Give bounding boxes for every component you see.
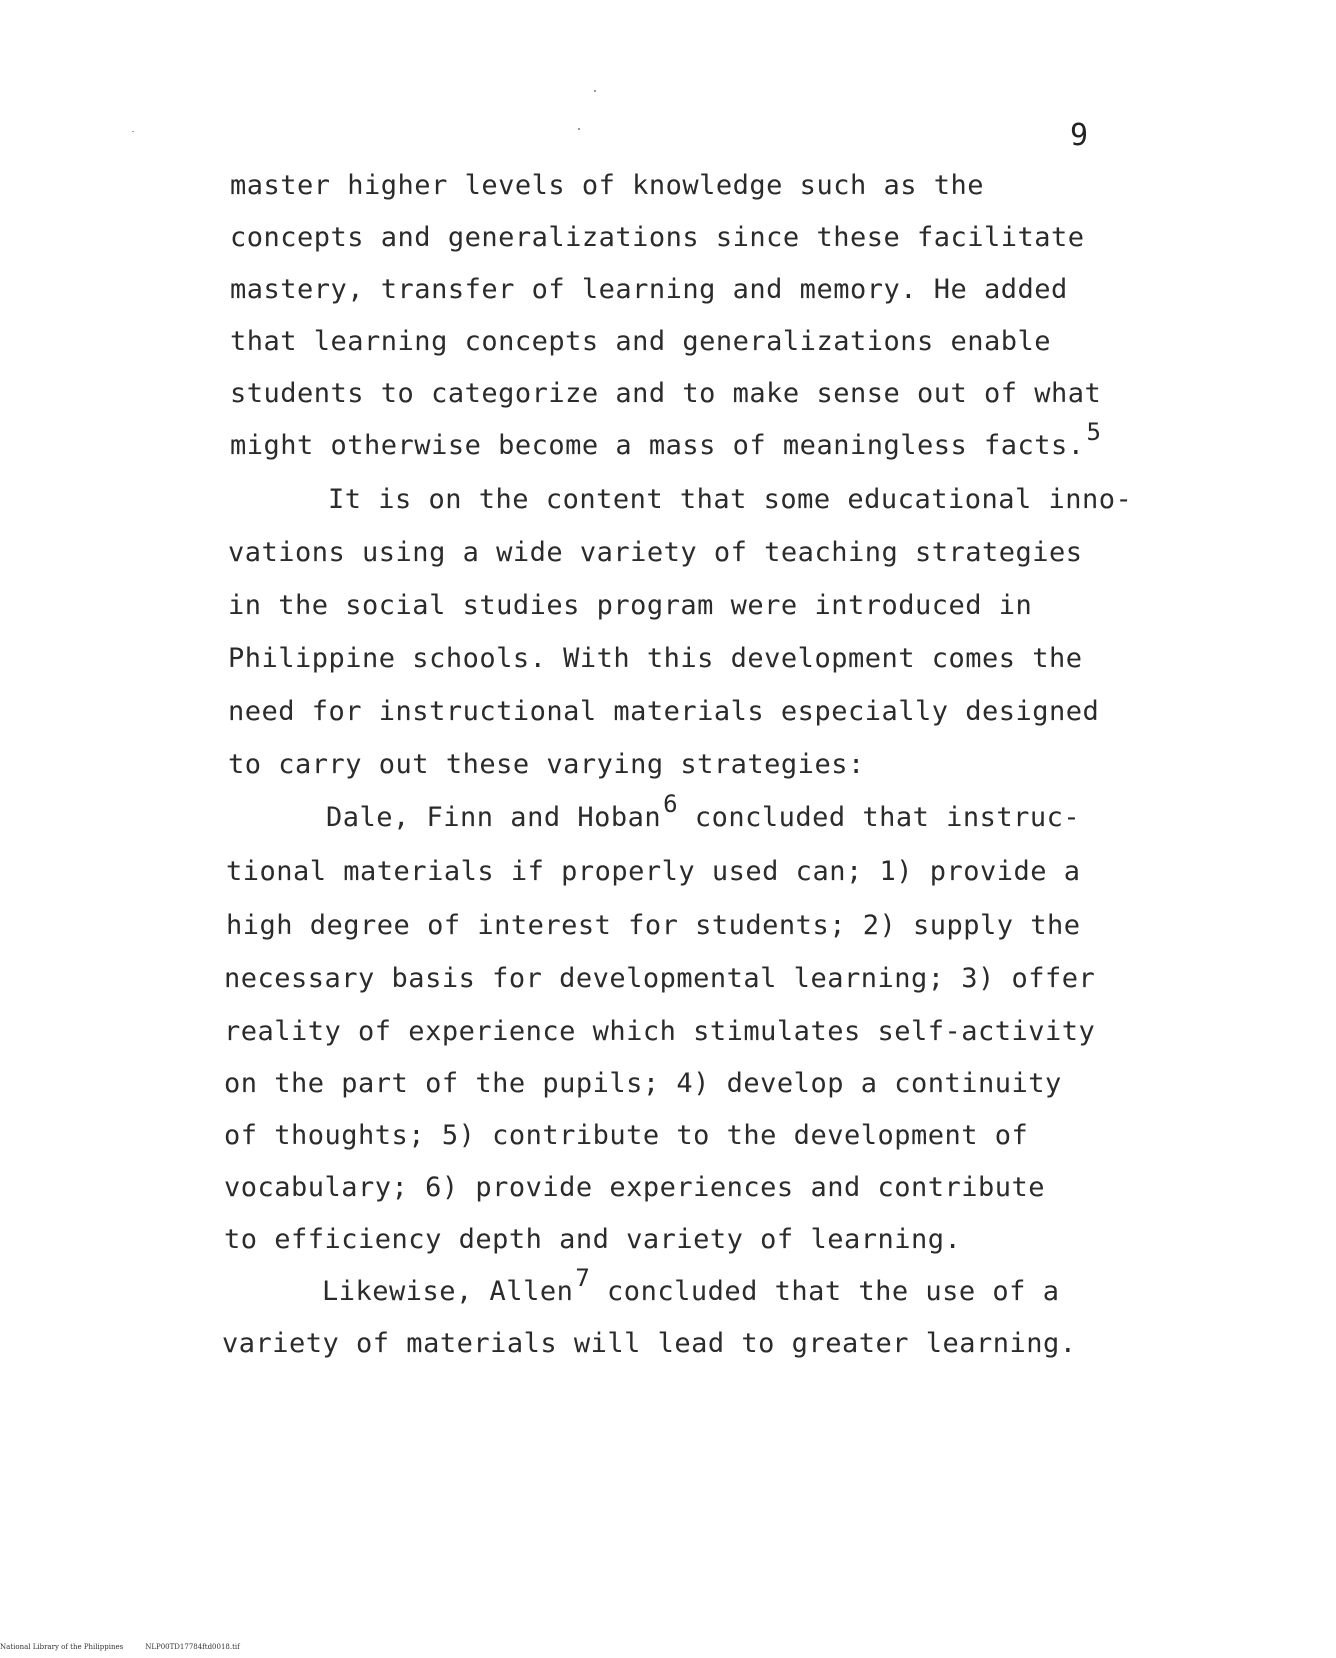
- text-line: reality of experience which stimulates self-activity: [224, 1016, 1096, 1047]
- text-line: master higher levels of knowledge such as the: [230, 170, 984, 201]
- text-line: vations using a wide variety of teaching strategies: [228, 537, 1083, 568]
- text-line: on the part of the pupils; 4) develop a continuity: [224, 1068, 1062, 1099]
- scan-speck: [132, 131, 134, 132]
- text-line-with-footnote: [322, 1264, 1060, 1307]
- footer-library: National Library of the Philippines: [0, 1643, 124, 1651]
- text-line: It is on the content that some educational inno-: [328, 484, 1133, 515]
- text-line: Philippine schools. With this development comes the: [228, 643, 1083, 674]
- footer-file: NLP00TD17784ftd0018.tif: [145, 1643, 240, 1651]
- text-line: high degree of interest for students; 2) supply the: [226, 910, 1081, 941]
- text-line-with-footnote: [326, 790, 1081, 833]
- scan-speck: [594, 90, 596, 92]
- scan-footer: [0, 1643, 240, 1651]
- footnote-reference: 6: [663, 790, 679, 818]
- text-line: might otherwise become a mass of meaningless facts.: [230, 430, 1085, 461]
- text-line: of thoughts; 5) contribute to the development of: [224, 1120, 1029, 1151]
- text-line: tional materials if properly used can; 1) provide a: [226, 856, 1081, 887]
- text-line: to efficiency depth and variety of learning.: [224, 1224, 962, 1255]
- text-line: that learning concepts and generalizations enable: [230, 326, 1052, 357]
- text-line: students to categorize and to make sense out of what: [230, 378, 1102, 409]
- scan-speck: [578, 128, 580, 130]
- text-line: to carry out these varying strategies:: [228, 749, 865, 780]
- text-segment: concluded that the use of a: [590, 1276, 1060, 1307]
- text-segment: Likewise, Allen: [322, 1276, 574, 1307]
- text-line: variety of materials will lead to greater learning.: [222, 1328, 1077, 1359]
- text-segment: Dale, Finn and Hoban: [326, 802, 662, 833]
- page-number: 9: [1070, 118, 1089, 153]
- text-line: in the social studies program were introduced in: [228, 590, 1033, 621]
- text-line: concepts and generalizations since these facilitate: [230, 222, 1085, 253]
- text-segment: concluded that instruc-: [678, 802, 1081, 833]
- footnote-reference: 5: [1086, 418, 1102, 446]
- text-line: vocabulary; 6) provide experiences and contribute: [224, 1172, 1046, 1203]
- text-line-with-footnote: [230, 418, 1102, 461]
- text-line: mastery, transfer of learning and memory. He added: [230, 274, 1068, 305]
- text-line: necessary basis for developmental learning; 3) offer: [224, 963, 1096, 994]
- footnote-reference: 7: [575, 1264, 591, 1292]
- text-line: need for instructional materials especially designed: [228, 696, 1100, 727]
